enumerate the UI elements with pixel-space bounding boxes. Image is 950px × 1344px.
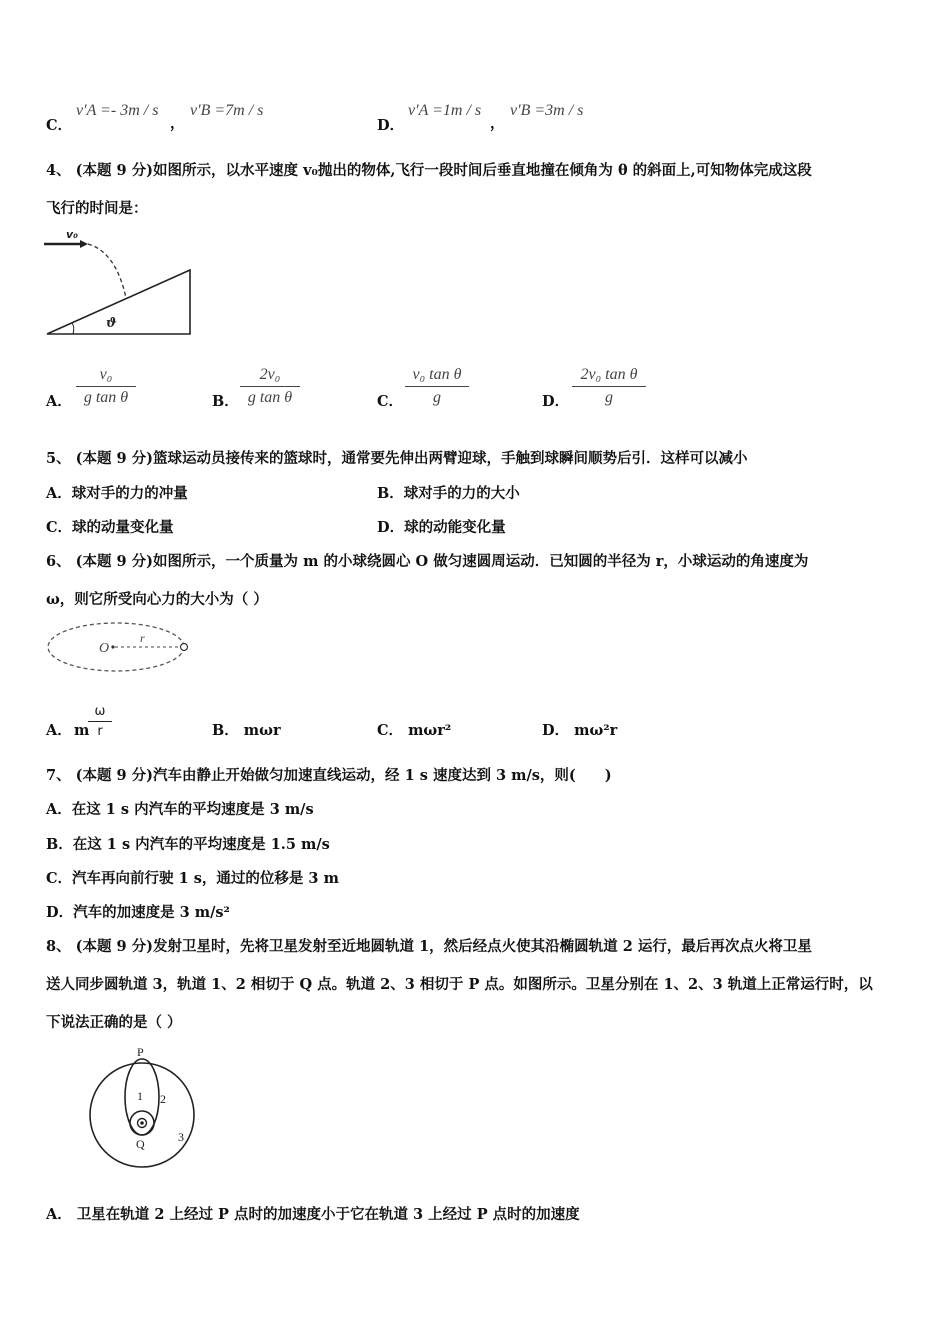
q6-circular-motion-figure [44,618,194,674]
q4-option-c-label: C． [377,393,404,410]
q6-option-a-label: A． [46,722,72,739]
q4-option-b-den: g tan θ [247,389,293,406]
q4-option-a-label: A． [46,393,72,410]
q8-figure-Q-label: Q [136,1137,145,1151]
q6-figure-r-label: r [140,631,145,645]
q8-figure-1-label: 1 [137,1089,143,1103]
q6-option-b: B． mωr [212,722,281,739]
q6-option-a-num: ω [94,704,106,719]
q4-option-d-num: 2v₀ tan θ [580,366,638,383]
q8-figure-2-label: 2 [160,1092,166,1106]
q7-option-d: D．汽车的加速度是 3 m/s² [46,904,230,921]
q7-option-a: A．在这 1 s 内汽车的平均速度是 3 m/s [46,801,314,818]
q8-figure-3-label: 3 [178,1130,184,1144]
q6-option-a-den: r [97,724,103,739]
q3-option-d-vb: v′B =3m / s [510,102,584,119]
q5-option-d: D．球的动能变化量 [377,519,506,536]
q4-option-b-label: B． [212,393,239,410]
q8-figure-P-label: P [137,1045,144,1059]
q3-option-c-vb: v′B =7m / s [190,102,264,119]
q4-figure-v0-label: v₀ [66,228,78,241]
q3-option-c-sep: ， [170,115,185,132]
q6-option-a-fraction [88,704,112,739]
q8-stem-line1: 8、 (本题 9 分)发射卫星时，先将卫星发射至近地圆轨道 1，然后经点火使其沿椭圆轨道 2 运行，最后再次点火将卫星 [46,938,812,955]
q6-option-c: C． mωr² [377,722,452,739]
q4-option-b-fraction [240,366,300,407]
q3-option-d-sep: ， [490,115,505,132]
q8-stem-line3: 下说法正确的是（ ） [46,1014,182,1031]
q6-option-d: D． mω²r [542,722,618,739]
q6-stem-line2: ω，则它所受向心力的大小为（ ） [46,591,268,608]
q5-option-b: B．球对手的力的大小 [377,485,520,502]
q4-option-a-den: g tan θ [83,389,129,406]
q4-incline-figure [40,224,200,340]
q6-option-a-m: m [74,722,90,739]
q4-option-c-num: v₀ tan θ [412,366,462,383]
q4-incline-triangle [47,270,190,334]
q5-option-a: A．球对手的力的冲量 [46,485,188,502]
q6-ball [181,644,188,651]
q6-center-dot [111,645,114,648]
q3-option-c-label: C． [46,117,73,134]
q6-stem-line1: 6、 (本题 9 分)如图所示，一个质量为 m 的小球绕圆心 O 做匀速圆周运动．已知圆的半径为 r，小球运动的角速度为 [46,553,809,570]
q4-option-d-fraction [572,366,646,407]
q3-option-d-va: v′A =1m / s [408,102,482,119]
q4-stem-line2: 飞行的时间是： [46,200,148,217]
q5-stem: 5、 (本题 9 分)篮球运动员接传来的篮球时，通常要先伸出两臂迎球，手触到球瞬间顺势后引．这样可以减小 [46,450,748,467]
q4-figure-theta-label: ϑ [106,316,118,331]
q4-option-b-num: 2v₀ [259,366,281,383]
q4-option-d-label: D． [542,393,570,410]
q5-option-c: C．球的动量变化量 [46,519,174,536]
q4-velocity-arrowhead [80,240,88,248]
q3-option-c-va: v′A =- 3m / s [76,102,159,119]
q8-earth-center [140,1121,144,1125]
q3-option-d-label: D． [377,117,405,134]
q4-option-a-num: v₀ [99,366,113,383]
q6-figure-O-label: O [99,641,110,656]
q8-option-a: A． 卫星在轨道 2 上经过 P 点时的加速度小于它在轨道 3 上经过 P 点时的加速度 [46,1206,580,1223]
q4-stem-line1: 4、 (本题 9 分)如图所示，以水平速度 v₀抛出的物体,飞行一段时间后垂直地撞在倾角为 θ 的斜面上,可知物体完成这段 [46,162,812,179]
q7-option-b: B．在这 1 s 内汽车的平均速度是 1.5 m/s [46,836,330,853]
q4-option-d-den: g [605,389,613,406]
q4-angle-arc [72,323,74,334]
q7-option-c: C．汽车再向前行驶 1 s，通过的位移是 3 m [46,870,339,887]
q4-option-c-den: g [433,389,441,406]
q7-stem: 7、 (本题 9 分)汽车由静止开始做匀加速直线运动，经 1 s 速度达到 3 m/s，则( ) [46,767,612,784]
q8-orbit-3 [90,1063,194,1167]
q4-option-a-fraction [76,366,136,407]
q4-trajectory [88,244,126,298]
q8-orbit-figure [80,1040,210,1172]
q8-stem-line2: 送人同步圆轨道 3，轨道 1、2 相切于 Q 点。轨道 2、3 相切于 P 点。如图所示。卫星分别在 1、2、3 轨道上正常运行时，以 [46,976,873,993]
q4-option-c-fraction [405,366,469,407]
